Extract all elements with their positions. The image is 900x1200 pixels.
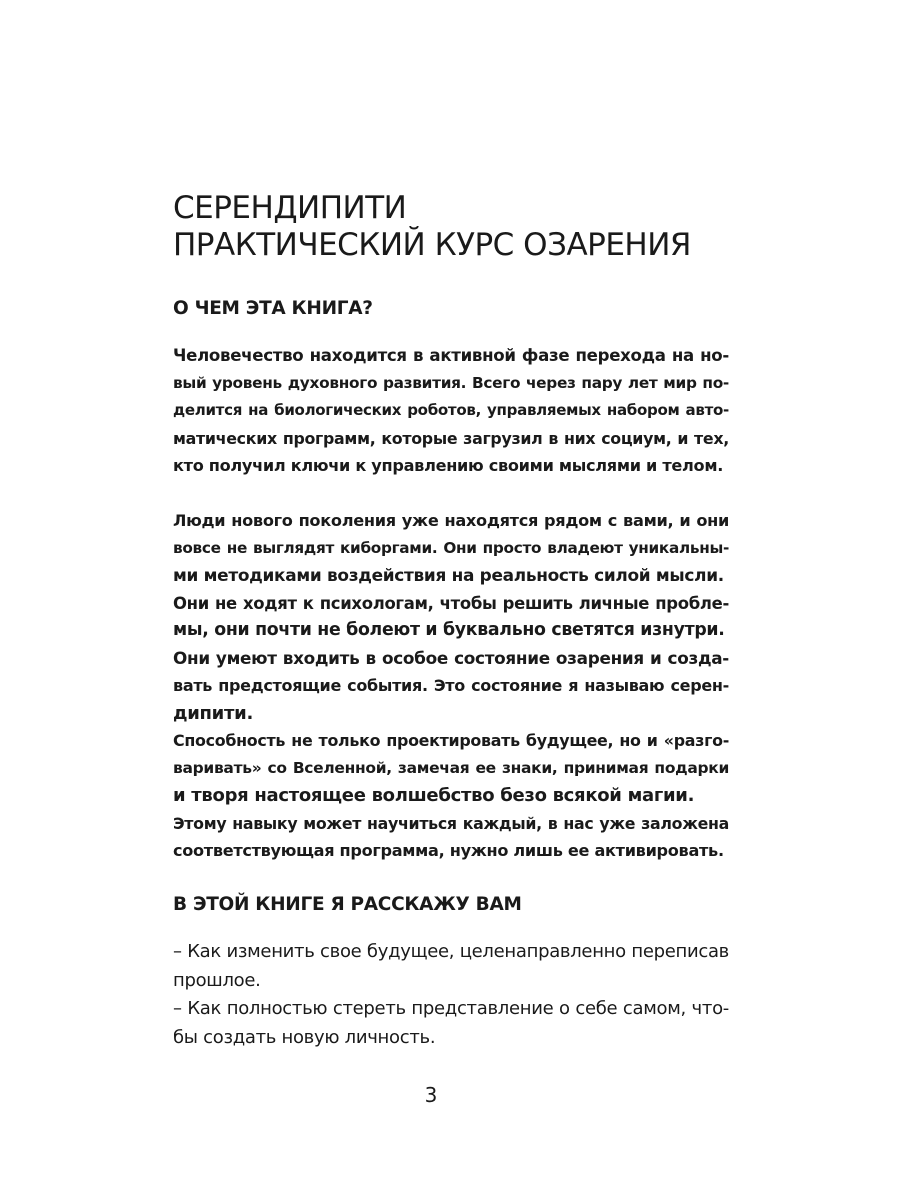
text-line: кто получил ключи к управлению своими мыслями и телом. <box>173 456 724 475</box>
section-heading-about: О ЧЕМ ЭТА КНИГА? <box>173 298 373 319</box>
paragraph-new-generation <box>173 507 729 865</box>
list-item: – Как полностью стереть представление о себе самом, что- <box>173 998 729 1019</box>
text-line: ми методиками воздействия на реальность силой мысли. <box>173 565 724 585</box>
text-line: Этому навыку может научиться каждый, в нас уже заложена <box>173 813 729 833</box>
text-line: Люди нового поколения уже находятся рядом с вами, и они <box>173 511 729 530</box>
book-title <box>173 190 773 264</box>
text-line: делится на биологических роботов, управляемых набором авто- <box>173 401 729 419</box>
title-line-2: ПРАКТИЧЕСКИЙ КУРС ОЗАРЕНИЯ <box>173 227 691 263</box>
page-number: 3 <box>424 1083 438 1107</box>
text-line: вать предстоящие события. Это состояние я называю серен- <box>173 676 729 695</box>
list-item-continuation: бы создать новую личность. <box>173 1026 436 1048</box>
text-line: Способность не только проектировать будущее, но и «разго- <box>173 731 729 750</box>
text-line: Они не ходят к психологам, чтобы решить личные пробле- <box>173 593 729 613</box>
text-line: Они умеют входить в особое состояние озарения и созда- <box>173 647 729 668</box>
text-line: Человечество находится в активной фазе перехода на но- <box>173 346 729 365</box>
text-line: варивать» со Вселенной, замечая ее знаки, принимая подарки <box>173 758 729 777</box>
list-item-continuation: прошлое. <box>173 969 261 991</box>
text-line: соответствующая программа, нужно лишь ее активировать. <box>173 841 724 860</box>
title-line-1: СЕРЕНДИПИТИ <box>173 190 407 226</box>
list-item: – Как изменить свое будущее, целенаправленно переписав <box>173 941 729 962</box>
text-line: матических программ, которые загрузил в них социум, и тех, <box>173 428 729 448</box>
topics-list <box>173 938 729 1052</box>
text-line: вый уровень духовного развития. Всего через пару лет мир по- <box>173 373 729 392</box>
text-line: и творя настоящее волшебство безо всякой магии. <box>173 785 695 806</box>
text-line: дипити. <box>173 702 253 724</box>
paragraph-intro <box>173 342 729 480</box>
text-line: вовсе не выглядят киборгами. Они просто владеют уникальны- <box>173 538 729 557</box>
text-line: мы, они почти не болеют и буквально светятся изнутри. <box>173 620 725 640</box>
section-heading-topics: В ЭТОЙ КНИГЕ Я РАССКАЖУ ВАМ <box>173 894 522 915</box>
